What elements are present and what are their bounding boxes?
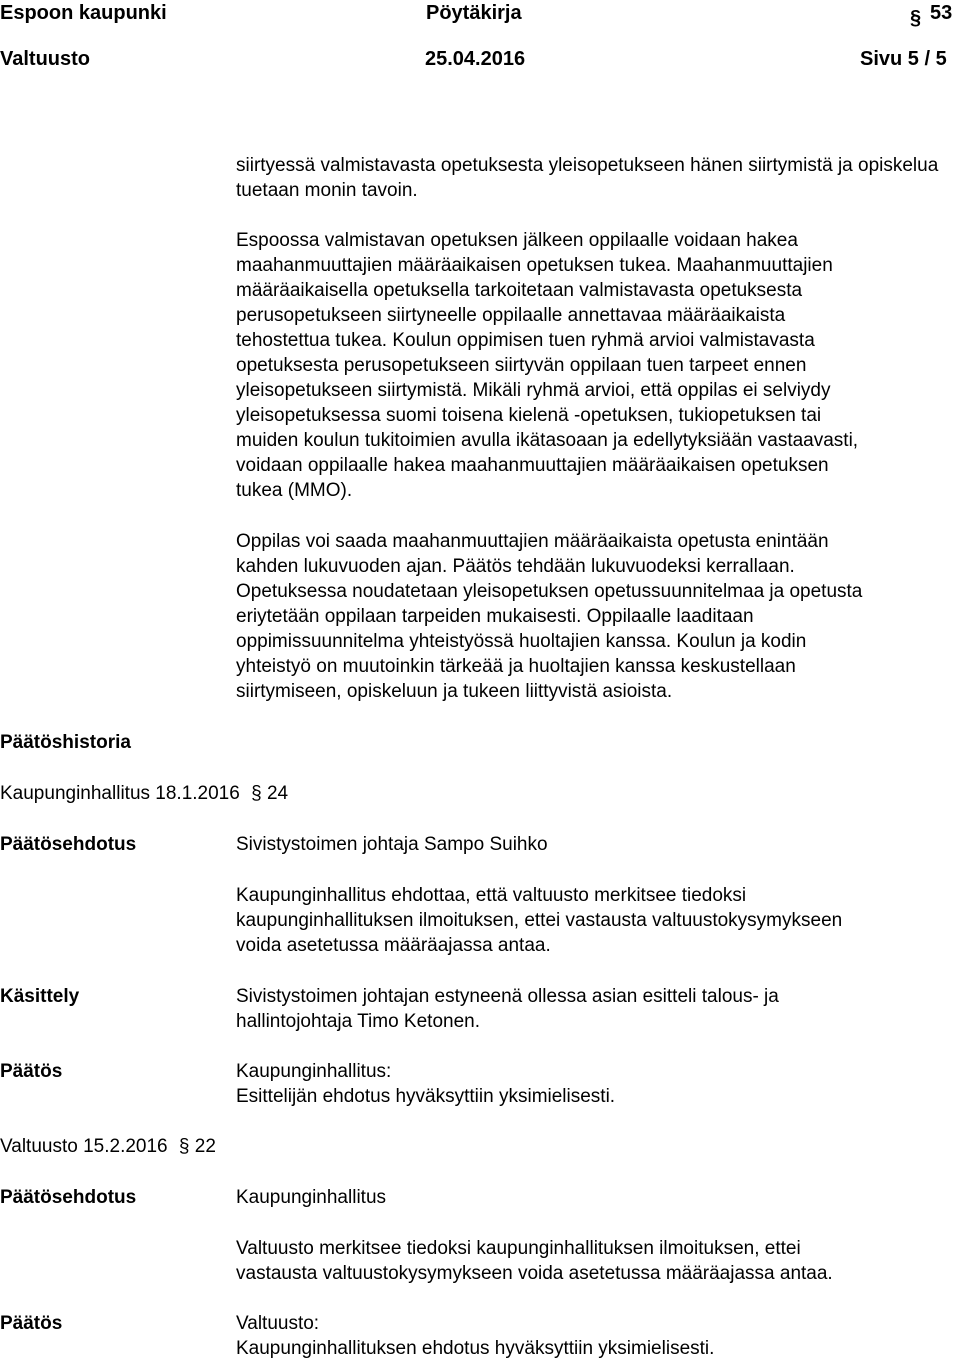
text-line: tehostettua tukea. Koulun oppimisen tuen ryhmä arvioi valmistavasta — [236, 330, 815, 351]
val-proposer: Kaupunginhallitus — [236, 1187, 387, 1208]
text-line: vastausta valtuustokysymykseen voida asetetussa määräajassa antaa. — [236, 1263, 833, 1284]
section-sign-icon: § — [178, 1136, 190, 1157]
text-line: Sivistystoimen johtajan estyneenä ollessa asian esitteli talous- ja — [236, 986, 779, 1007]
val-section-number: 22 — [194, 1136, 216, 1157]
section-sign-icon — [910, 6, 928, 28]
text-line: siirtymiseen, opiskeluun ja tukeen liittyvistä asioista. — [236, 681, 673, 702]
section-number: 53 — [930, 2, 953, 24]
val-decision — [236, 1311, 960, 1361]
text-line: eriytetään oppilaan tarpeiden mukaisesti. Oppilaalle laaditaan — [236, 606, 754, 627]
text-line: Kaupunginhallitus ehdottaa, että valtuusto merkitsee tiedoksi — [236, 885, 747, 906]
kh-meeting-label: Kaupunginhallitus 18.1.2016 — [0, 783, 240, 804]
text-line: tukea (MMO). — [236, 480, 353, 501]
val-proposal-text — [236, 1236, 960, 1286]
decision-text: Kaupunginhallituksen ehdotus hyväksyttiin yksimielisesti. — [236, 1338, 715, 1359]
document-type: Pöytäkirja — [426, 2, 522, 24]
text-line: Valtuusto merkitsee tiedoksi kaupunginhallituksen ilmoituksen, ettei — [236, 1238, 801, 1259]
text-line: hallintojohtaja Timo Ketonen. — [236, 1011, 480, 1032]
kh-decision-label: Päätös — [0, 1061, 63, 1082]
paragraph-2 — [236, 228, 960, 503]
text-line: voida asetetussa määräajassa antaa. — [236, 935, 551, 956]
decision-text: Esittelijän ehdotus hyväksyttiin yksimielisesti. — [236, 1086, 616, 1107]
main-text — [236, 153, 960, 203]
val-meeting-label: Valtuusto 15.2.2016 — [0, 1136, 168, 1157]
page-number: Sivu 5 / 5 — [860, 48, 947, 70]
val-meeting — [0, 1134, 216, 1159]
kh-meeting — [0, 781, 288, 806]
text-line: Oppilas voi saada maahanmuuttajien määräaikaista opetusta enintään — [236, 531, 829, 552]
text-line: yleisopetukseen siirtymistä. Mikäli ryhmä arvioi, että oppilas ei selviydy — [236, 380, 831, 401]
paragraph-3 — [236, 529, 960, 704]
meeting-date: 25.04.2016 — [425, 48, 526, 70]
text-line: muiden koulun tukitoimien avulla ikätasoaan ja edellytyksiään vastaavasti, — [236, 430, 859, 451]
svg-text:§: § — [910, 7, 922, 28]
kh-handling-text — [236, 984, 960, 1034]
text-line: yleisopetuksessa suomi toisena kielenä -opetuksen, tukiopetuksen tai — [236, 405, 822, 426]
kh-proposal-label: Päätösehdotus — [0, 834, 137, 855]
organization-name: Espoon kaupunki — [0, 2, 167, 24]
decision-body: Valtuusto: — [236, 1313, 320, 1334]
kh-proposer: Sivistystoimen johtaja Sampo Suihko — [236, 834, 548, 855]
text-line: opetuksesta perusopetukseen siirtyvän oppilaan tuen tarpeet ennen — [236, 355, 807, 376]
decision-body: Kaupunginhallitus: — [236, 1061, 392, 1082]
text-line: voidaan oppilaalle hakea maahanmuuttajien määräaikaisen opetuksen — [236, 455, 829, 476]
text-line: yhteistyö on muutoinkin tärkeää ja huoltajien kanssa keskustellaan — [236, 656, 796, 677]
text-line: oppimissuunnitelma yhteistyössä huoltajien kanssa. Koulun ja kodin — [236, 631, 807, 652]
text-line: kaupunginhallituksen ilmoituksen, ettei vastausta valtuustokysymykseen — [236, 910, 843, 931]
text-line: Espoossa valmistavan opetuksen jälkeen oppilaalle voidaan hakea — [236, 230, 798, 251]
val-proposal-label: Päätösehdotus — [0, 1187, 137, 1208]
paragraph-1: siirtyessä valmistavasta opetuksesta yleisopetukseen hänen siirtymistä ja opiskelua tuetaan monin tavoin. — [236, 155, 939, 201]
val-decision-label: Päätös — [0, 1313, 63, 1334]
history-heading: Päätöshistoria — [0, 732, 131, 753]
kh-proposal-text — [236, 883, 960, 958]
text-line: Opetuksessa noudatetaan yleisopetuksen opetussuunnitelmaa ja opetusta — [236, 581, 863, 602]
text-line: määräaikaisella opetuksella tarkoitetaan valmistavasta opetuksesta — [236, 280, 803, 301]
text-line: kahden lukuvuoden ajan. Päätös tehdään lukuvuodeksi kerrallaan. — [236, 556, 795, 577]
kh-section-number: 24 — [266, 783, 289, 804]
text-line: perusopetukseen siirtyneelle oppilaalle annettavaa määräaikaista — [236, 305, 786, 326]
text-line: maahanmuuttajien määräaikaisen opetuksen tukea. Maahanmuuttajien — [236, 255, 833, 276]
kh-handling-label: Käsittely — [0, 986, 80, 1007]
body-name: Valtuusto — [0, 48, 91, 70]
section-sign-icon: § — [251, 783, 262, 804]
kh-decision — [236, 1059, 960, 1109]
